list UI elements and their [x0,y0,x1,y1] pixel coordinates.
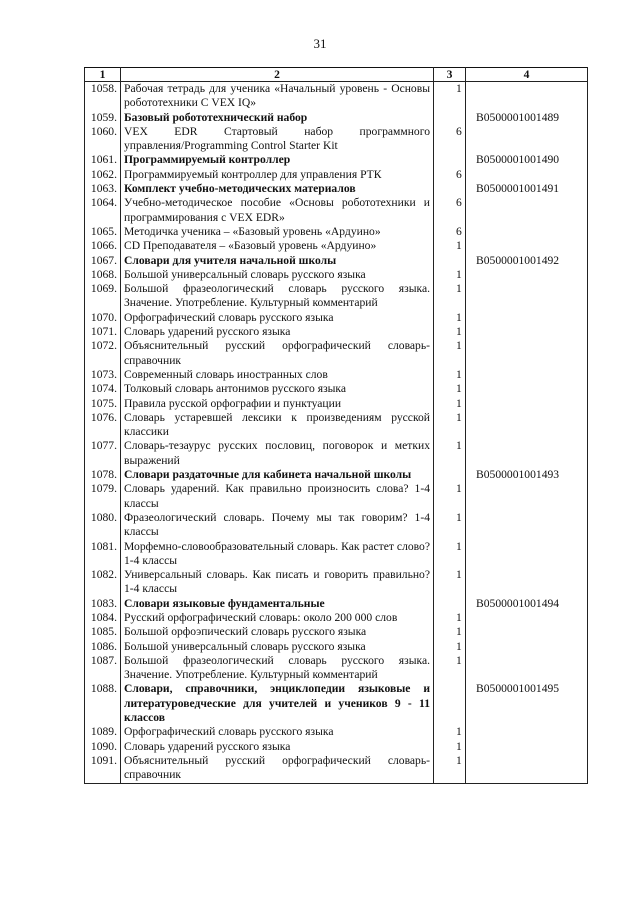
row-code [466,311,588,325]
row-quantity [434,254,466,268]
row-quantity: 1 [434,339,466,368]
row-quantity: 1 [434,268,466,282]
row-number: 1068. [85,268,121,282]
row-name: Словари, справочники, энциклопедии языковые и литературоведческие для учителей и учеников 9 - 11 классов [121,682,434,725]
row-code: B0500001001494 [466,597,588,611]
row-name: Словари для учителя начальной школы [121,254,434,268]
row-code: B0500001001490 [466,153,588,167]
row-name: Словари раздаточные для кабинета начальной школы [121,468,434,482]
table-row [85,611,588,625]
row-quantity: 1 [434,725,466,739]
row-quantity: 1 [434,239,466,253]
row-number: 1060. [85,125,121,154]
table-row [85,754,588,783]
row-code [466,654,588,683]
row-name: CD Преподавателя – «Базовый уровень «Ардуино» [121,239,434,253]
table-row [85,625,588,639]
row-quantity: 1 [434,611,466,625]
row-quantity [434,682,466,725]
row-code [466,368,588,382]
row-quantity: 1 [434,640,466,654]
row-quantity: 1 [434,411,466,440]
table-row [85,482,588,511]
row-name: Большой фразеологический словарь русского языка. Значение. Употребление. Культурный комментарий [121,654,434,683]
row-code [466,511,588,540]
table-row [85,225,588,239]
table-row [85,168,588,182]
row-code [466,82,588,111]
row-number: 1063. [85,182,121,196]
row-code [466,482,588,511]
row-code: B0500001001491 [466,182,588,196]
row-number: 1083. [85,597,121,611]
table-row [85,411,588,440]
row-number: 1074. [85,382,121,396]
row-name: Программируемый контроллер для управления РТК [121,168,434,182]
row-name: Базовый робототехнический набор [121,111,434,125]
row-number: 1065. [85,225,121,239]
row-name: Комплект учебно-методических материалов [121,182,434,196]
row-quantity [434,153,466,167]
row-name: Словарь-тезаурус русских пословиц, поговорок и метких выражений [121,439,434,468]
table-row [85,182,588,196]
row-number: 1091. [85,754,121,783]
row-name: Универсальный словарь. Как писать и говорить правильно? 1-4 классы [121,568,434,597]
row-code [466,168,588,182]
row-quantity: 1 [434,439,466,468]
header-col-4: 4 [466,68,588,82]
row-quantity: 1 [434,568,466,597]
table-row [85,125,588,154]
row-number: 1073. [85,368,121,382]
table-row [85,682,588,725]
table-row [85,725,588,739]
row-name: Фразеологический словарь. Почему мы так говорим? 1-4 классы [121,511,434,540]
row-number: 1090. [85,740,121,754]
row-name: Морфемно-словообразовательный словарь. Как растет слово? 1-4 классы [121,540,434,569]
row-code [466,268,588,282]
table-row [85,568,588,597]
row-name: Словарь ударений. Как правильно произносить слова? 1-4 классы [121,482,434,511]
row-name: Орфографический словарь русского языка [121,725,434,739]
table-row [85,654,588,683]
row-number: 1076. [85,411,121,440]
row-number: 1071. [85,325,121,339]
table-row [85,640,588,654]
row-quantity: 1 [434,311,466,325]
table-header-row [85,68,588,82]
row-name: Толковый словарь антонимов русского языка [121,382,434,396]
row-quantity: 1 [434,482,466,511]
row-number: 1064. [85,196,121,225]
row-code: B0500001001492 [466,254,588,268]
row-number: 1059. [85,111,121,125]
row-number: 1077. [85,439,121,468]
row-name: Программируемый контроллер [121,153,434,167]
row-name: Объяснительный русский орфографический словарь-справочник [121,754,434,783]
row-quantity: 6 [434,196,466,225]
table-row [85,382,588,396]
table-row [85,239,588,253]
row-code [466,439,588,468]
row-number: 1070. [85,311,121,325]
table-row [85,597,588,611]
row-name: Методичка ученика – «Базовый уровень «Ардуино» [121,225,434,239]
table-row [85,368,588,382]
row-code [466,540,588,569]
row-quantity [434,468,466,482]
row-name: Рабочая тетрадь для ученика «Начальный уровень - Основы робототехники С VEX IQ» [121,82,434,111]
row-number: 1088. [85,682,121,725]
row-number: 1085. [85,625,121,639]
header-col-3: 3 [434,68,466,82]
table-row [85,82,588,111]
row-code: B0500001001493 [466,468,588,482]
row-code [466,339,588,368]
row-quantity: 6 [434,125,466,154]
row-number: 1079. [85,482,121,511]
table-body [85,82,588,784]
table-row [85,111,588,125]
row-quantity [434,182,466,196]
row-quantity: 1 [434,282,466,311]
row-code [466,239,588,253]
row-number: 1089. [85,725,121,739]
row-number: 1072. [85,339,121,368]
header-col-1: 1 [85,68,121,82]
table-row [85,268,588,282]
row-name: Учебно-методическое пособие «Основы робототехники и программирования с VEX EDR» [121,196,434,225]
row-code [466,282,588,311]
row-quantity [434,597,466,611]
table-row [85,540,588,569]
row-code [466,225,588,239]
row-name: Орфографический словарь русского языка [121,311,434,325]
row-number: 1081. [85,540,121,569]
table-row [85,311,588,325]
row-code [466,382,588,396]
row-quantity: 6 [434,168,466,182]
table-row [85,196,588,225]
header-col-2: 2 [121,68,434,82]
row-code [466,640,588,654]
row-name: Большой универсальный словарь русского языка [121,268,434,282]
table-row [85,339,588,368]
row-code [466,625,588,639]
row-name: Словарь ударений русского языка [121,740,434,754]
table-row [85,153,588,167]
row-quantity: 1 [434,625,466,639]
table-row [85,439,588,468]
row-code: B0500001001489 [466,111,588,125]
row-code [466,196,588,225]
row-quantity [434,111,466,125]
row-number: 1078. [85,468,121,482]
row-quantity: 1 [434,368,466,382]
row-number: 1067. [85,254,121,268]
row-number: 1084. [85,611,121,625]
table-row [85,397,588,411]
row-code [466,725,588,739]
row-code: B0500001001495 [466,682,588,725]
row-quantity: 1 [434,397,466,411]
row-number: 1062. [85,168,121,182]
row-number: 1058. [85,82,121,111]
row-name: VEX EDR Стартовый набор программного управления/Programming Control Starter Kit [121,125,434,154]
row-quantity: 1 [434,325,466,339]
row-quantity: 1 [434,754,466,783]
row-number: 1086. [85,640,121,654]
row-quantity: 1 [434,540,466,569]
row-name: Объяснительный русский орфографический словарь-справочник [121,339,434,368]
row-code [466,740,588,754]
row-name: Русский орфографический словарь: около 200 000 слов [121,611,434,625]
row-name: Большой орфоэпический словарь русского языка [121,625,434,639]
row-number: 1069. [85,282,121,311]
row-quantity: 1 [434,382,466,396]
row-code [466,325,588,339]
row-number: 1087. [85,654,121,683]
table-row [85,254,588,268]
row-name: Большой фразеологический словарь русского языка. Значение. Употребление. Культурный комментарий [121,282,434,311]
table-row [85,282,588,311]
row-number: 1080. [85,511,121,540]
row-code [466,611,588,625]
row-quantity: 1 [434,654,466,683]
row-name: Словари языковые фундаментальные [121,597,434,611]
row-number: 1082. [85,568,121,597]
row-name: Большой универсальный словарь русского языка [121,640,434,654]
table-row [85,325,588,339]
row-quantity: 1 [434,511,466,540]
page-number: 31 [313,36,327,51]
table-row [85,511,588,540]
row-name: Словарь устаревшей лексики к произведениям русской классики [121,411,434,440]
table-row [85,740,588,754]
row-quantity: 1 [434,82,466,111]
row-code [466,411,588,440]
row-name: Правила русской орфографии и пунктуации [121,397,434,411]
table-row [85,468,588,482]
row-number: 1075. [85,397,121,411]
row-code [466,568,588,597]
row-quantity: 1 [434,740,466,754]
row-code [466,397,588,411]
row-number: 1066. [85,239,121,253]
row-code [466,125,588,154]
row-name: Современный словарь иностранных слов [121,368,434,382]
row-number: 1061. [85,153,121,167]
items-table [84,67,588,784]
row-code [466,754,588,783]
row-name: Словарь ударений русского языка [121,325,434,339]
row-quantity: 6 [434,225,466,239]
